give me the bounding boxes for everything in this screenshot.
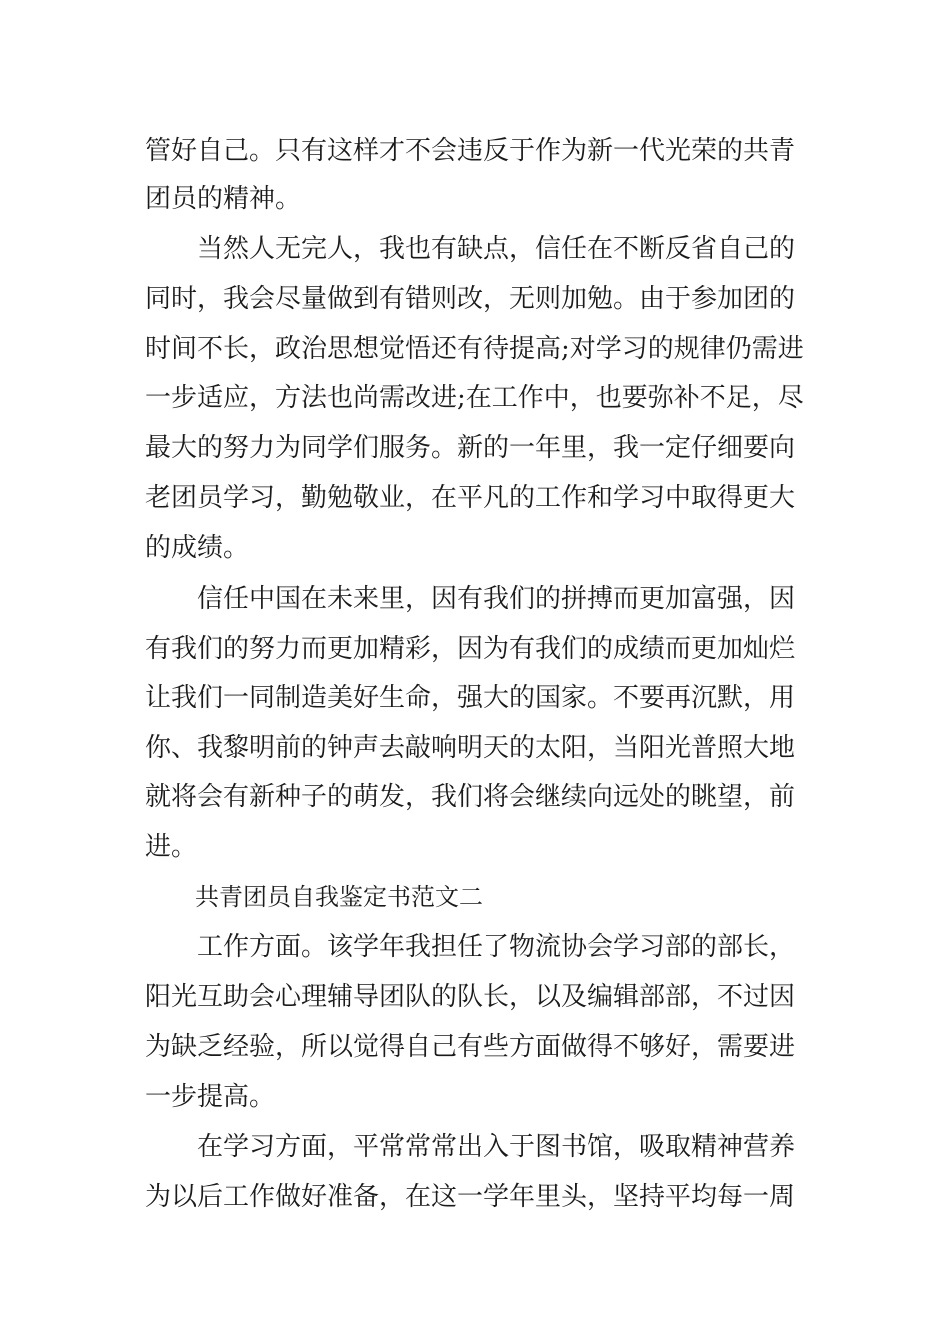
text-line-14: 就将会有新种子的萌发，我们将会继续向远处的眺望，前 [145,782,796,812]
text-line-15: 进。 [145,832,198,862]
text-line-22: 为以后工作做好准备，在这一学年里头，坚持平均每一周 [145,1182,796,1212]
text-line-13: 你、我黎明前的钟声去敲响明天的太阳，当阳光普照大地 [145,733,796,763]
text-line-9: 的成绩。 [145,533,250,563]
text-line-3: 当然人无完人，我也有缺点，信任在不断反省自己的 [197,234,796,264]
text-line-5: 时间不长，政治思想觉悟还有待提高;对学习的规律仍需进 [145,334,804,364]
text-line-18: 阳光互助会心理辅导团队的队长，以及编辑部部，不过因 [145,982,796,1012]
text-line-21: 在学习方面，平常常常出入于图书馆，吸取精神营养 [197,1132,796,1162]
text-line-4: 同时，我会尽量做到有错则改，无则加勉。由于参加团的 [145,284,796,314]
text-line-1: 管好自己。只有这样才不会违反于作为新一代光荣的共青 [145,136,796,166]
text-line-7: 最大的努力为同学们服务。新的一年里，我一定仔细要向 [145,433,796,463]
text-line-8: 老团员学习，勤勉敬业，在平凡的工作和学习中取得更大 [145,483,796,513]
text-line-17: 工作方面。该学年我担任了物流协会学习部的部长， [197,932,796,962]
text-line-2: 团员的精神。 [145,184,302,214]
text-line-20: 一步提高。 [145,1082,276,1112]
section-heading: 共青团员自我鉴定书范文二 [195,883,483,911]
text-line-6: 一步适应，方法也尚需改进;在工作中，也要弥补不足，尽 [145,383,804,413]
text-line-11: 有我们的努力而更加精彩，因为有我们的成绩而更加灿烂 [145,634,796,664]
text-line-19: 为缺乏经验，所以觉得自己有些方面做得不够好，需要进 [145,1032,796,1062]
text-line-10: 信任中国在未来里，因有我们的拼搏而更加富强，因 [197,584,796,614]
text-line-12: 让我们一同制造美好生命，强大的国家。不要再沉默，用 [145,683,796,713]
